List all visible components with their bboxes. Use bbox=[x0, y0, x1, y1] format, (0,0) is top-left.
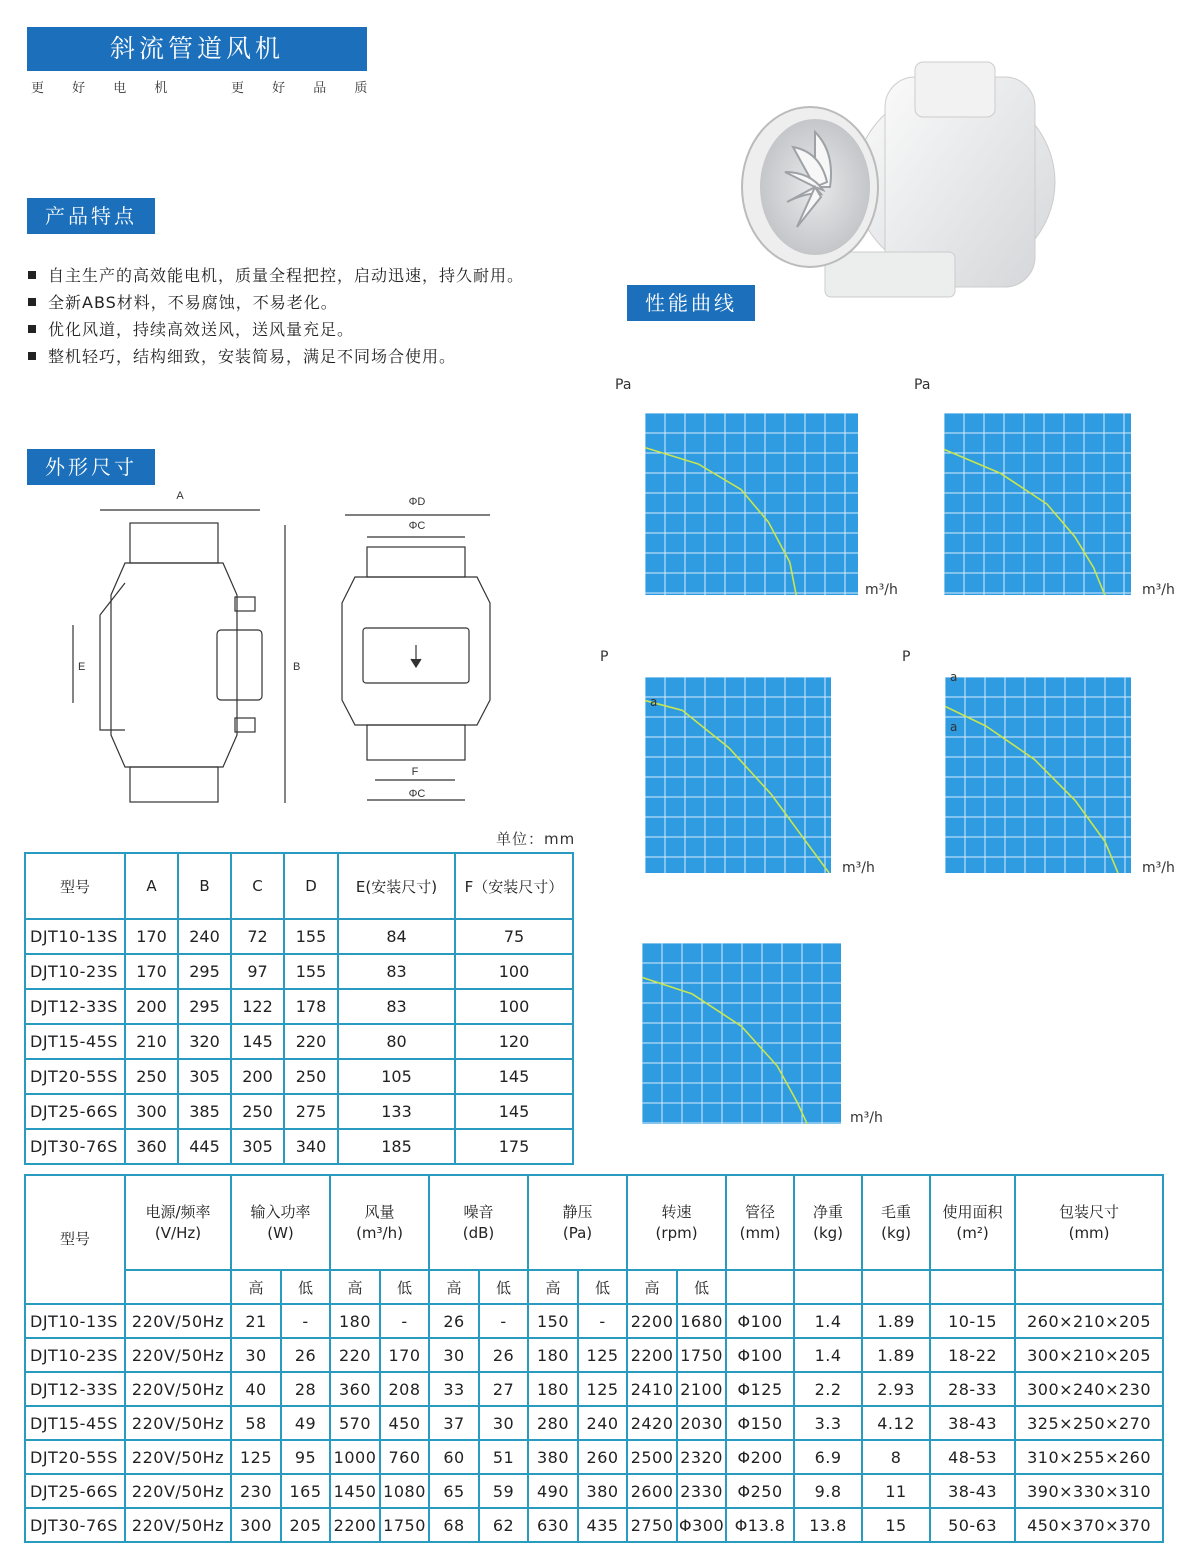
table-cell: 28 bbox=[281, 1372, 330, 1406]
column-header: 毛重 (kg) bbox=[862, 1175, 930, 1270]
table-subheader-row bbox=[25, 1270, 1163, 1304]
table-row bbox=[25, 1372, 1163, 1406]
table-cell: 150 bbox=[528, 1304, 578, 1338]
column-header: 风量 (m³/h) bbox=[330, 1175, 429, 1270]
curve-mark-a: a bbox=[950, 670, 958, 684]
table-cell: 97 bbox=[231, 954, 284, 989]
table-cell: - bbox=[281, 1304, 330, 1338]
model-cell: DJT25-66S bbox=[25, 1094, 125, 1129]
table-cell: 133 bbox=[338, 1094, 455, 1129]
performance-curve-3 bbox=[645, 677, 831, 873]
table-cell: 27 bbox=[479, 1372, 528, 1406]
table-cell: 2330 bbox=[677, 1474, 726, 1508]
bullet-icon bbox=[28, 352, 36, 360]
table-cell: 205 bbox=[281, 1508, 330, 1542]
list-item: 整机轻巧，结构细致，安装简易，满足不同场合使用。 bbox=[28, 343, 608, 370]
column-subheader-low: 低 bbox=[380, 1270, 429, 1304]
table-cell: 210 bbox=[125, 1024, 178, 1059]
table-cell: 125 bbox=[578, 1372, 627, 1406]
table-cell: 3.3 bbox=[794, 1406, 862, 1440]
table-cell: 220 bbox=[330, 1338, 380, 1372]
table-cell: 100 bbox=[455, 954, 573, 989]
table-cell: 300×240×230 bbox=[1015, 1372, 1163, 1406]
table-cell: 37 bbox=[429, 1406, 479, 1440]
table-cell: 1080 bbox=[380, 1474, 429, 1508]
table-cell: - bbox=[479, 1304, 528, 1338]
table-cell: 62 bbox=[479, 1508, 528, 1542]
table-cell: 450 bbox=[380, 1406, 429, 1440]
table-cell: 2100 bbox=[677, 1372, 726, 1406]
table-cell: 1450 bbox=[330, 1474, 380, 1508]
bullet-icon bbox=[28, 325, 36, 333]
bullet-icon bbox=[28, 271, 36, 279]
table-cell: 28-33 bbox=[930, 1372, 1015, 1406]
table-cell: 72 bbox=[231, 919, 284, 954]
dim-label-c: ΦC bbox=[408, 520, 426, 532]
table-cell: 220V/50Hz bbox=[125, 1372, 231, 1406]
table-cell: 300×210×205 bbox=[1015, 1338, 1163, 1372]
table-cell: 325×250×270 bbox=[1015, 1406, 1163, 1440]
column-header: 转速 (rpm) bbox=[627, 1175, 726, 1270]
table-cell: 11 bbox=[862, 1474, 930, 1508]
column-header: 电源/频率 (V/Hz) bbox=[125, 1175, 231, 1270]
table-cell: 208 bbox=[380, 1372, 429, 1406]
table-cell: 240 bbox=[578, 1406, 627, 1440]
table-cell: 450×370×370 bbox=[1015, 1508, 1163, 1542]
table-cell: 760 bbox=[380, 1440, 429, 1474]
column-header: 噪音 (dB) bbox=[429, 1175, 528, 1270]
table-cell: 2200 bbox=[330, 1508, 380, 1542]
table-cell: 30 bbox=[231, 1338, 281, 1372]
table-cell: 1680 bbox=[677, 1304, 726, 1338]
table-cell: 305 bbox=[178, 1059, 231, 1094]
column-header: 包装尺寸 (mm) bbox=[1015, 1175, 1163, 1270]
chart-background bbox=[945, 677, 1131, 873]
table-cell: 21 bbox=[231, 1304, 281, 1338]
table-cell: Φ200 bbox=[726, 1440, 794, 1474]
table-header-row bbox=[25, 853, 573, 919]
model-cell: DJT20-55S bbox=[25, 1059, 125, 1094]
curves-heading: 性能曲线 bbox=[627, 285, 755, 321]
table-cell: 59 bbox=[479, 1474, 528, 1508]
table-cell: 145 bbox=[231, 1024, 284, 1059]
table-cell: 1.4 bbox=[794, 1304, 862, 1338]
table-cell: 240 bbox=[178, 919, 231, 954]
table-cell: 320 bbox=[178, 1024, 231, 1059]
curve-mark-a: a bbox=[950, 720, 958, 734]
column-header: B bbox=[178, 853, 231, 919]
dim-label-c2: ΦC bbox=[408, 788, 426, 800]
table-cell: 230 bbox=[231, 1474, 281, 1508]
table-cell: 2500 bbox=[627, 1440, 677, 1474]
table-row bbox=[25, 1024, 573, 1059]
x-axis-label: m³/h bbox=[865, 582, 898, 598]
table-cell: 38-43 bbox=[930, 1474, 1015, 1508]
table-cell: 220V/50Hz bbox=[125, 1304, 231, 1338]
column-header: A bbox=[125, 853, 178, 919]
table-cell: 26 bbox=[429, 1304, 479, 1338]
features-list bbox=[28, 262, 608, 370]
table-cell: 380 bbox=[528, 1440, 578, 1474]
table-cell: 490 bbox=[528, 1474, 578, 1508]
table-cell: 220V/50Hz bbox=[125, 1440, 231, 1474]
table-cell: 1750 bbox=[677, 1338, 726, 1372]
table-cell: 80 bbox=[338, 1024, 455, 1059]
table-cell: 250 bbox=[231, 1094, 284, 1129]
table-cell: 10-15 bbox=[930, 1304, 1015, 1338]
column-header: 输入功率 (W) bbox=[231, 1175, 330, 1270]
table-header-row bbox=[25, 1175, 1163, 1270]
table-cell: 84 bbox=[338, 919, 455, 954]
table-cell: 100 bbox=[455, 989, 573, 1024]
table-cell: 2600 bbox=[627, 1474, 677, 1508]
table-cell: 630 bbox=[528, 1508, 578, 1542]
table-row bbox=[25, 1059, 573, 1094]
table-cell: 180 bbox=[528, 1338, 578, 1372]
table-cell: Φ13.8 bbox=[726, 1508, 794, 1542]
slogan-left: 更 好 电 机 bbox=[31, 81, 168, 96]
table-row bbox=[25, 1304, 1163, 1338]
table-cell: Φ125 bbox=[726, 1372, 794, 1406]
column-subheader-low: 低 bbox=[677, 1270, 726, 1304]
table-cell: 360 bbox=[330, 1372, 380, 1406]
table-cell: 30 bbox=[479, 1406, 528, 1440]
x-axis-label: m³/h bbox=[842, 860, 875, 876]
table-cell: 2030 bbox=[677, 1406, 726, 1440]
model-cell: DJT20-55S bbox=[25, 1440, 125, 1474]
dimension-table bbox=[24, 852, 574, 1165]
table-row bbox=[25, 1406, 1163, 1440]
table-cell: 2200 bbox=[627, 1304, 677, 1338]
table-cell: 120 bbox=[455, 1024, 573, 1059]
model-cell: DJT30-76S bbox=[25, 1508, 125, 1542]
table-cell: 2.93 bbox=[862, 1372, 930, 1406]
column-header: 使用面积 (m²) bbox=[930, 1175, 1015, 1270]
table-cell: 250 bbox=[284, 1059, 338, 1094]
table-cell: 75 bbox=[455, 919, 573, 954]
column-subheader-high: 高 bbox=[330, 1270, 380, 1304]
table-cell: 170 bbox=[125, 954, 178, 989]
model-cell: DJT10-23S bbox=[25, 1338, 125, 1372]
table-cell: 155 bbox=[284, 954, 338, 989]
table-cell: 65 bbox=[429, 1474, 479, 1508]
table-cell: 2750 bbox=[627, 1508, 677, 1542]
column-subheader-high: 高 bbox=[627, 1270, 677, 1304]
table-cell: 1750 bbox=[380, 1508, 429, 1542]
table-cell: 170 bbox=[380, 1338, 429, 1372]
dim-label-b: B bbox=[293, 661, 301, 673]
table-cell: 51 bbox=[479, 1440, 528, 1474]
table-cell: 48-53 bbox=[930, 1440, 1015, 1474]
table-cell: 220V/50Hz bbox=[125, 1338, 231, 1372]
table-cell: 2410 bbox=[627, 1372, 677, 1406]
table-cell: 60 bbox=[429, 1440, 479, 1474]
table-cell: 50-63 bbox=[930, 1508, 1015, 1542]
table-cell: 1.89 bbox=[862, 1304, 930, 1338]
table-cell: 170 bbox=[125, 919, 178, 954]
column-subheader-low: 低 bbox=[479, 1270, 528, 1304]
column-subheader-high: 高 bbox=[429, 1270, 479, 1304]
spec-table bbox=[24, 1174, 1164, 1543]
table-cell: 360 bbox=[125, 1129, 178, 1164]
model-cell: DJT10-13S bbox=[25, 919, 125, 954]
column-subheader-low: 低 bbox=[578, 1270, 627, 1304]
list-item: 全新ABS材料，不易腐蚀，不易老化。 bbox=[28, 289, 608, 316]
column-subheader-high: 高 bbox=[231, 1270, 281, 1304]
x-axis-label: m³/h bbox=[1142, 582, 1175, 598]
table-cell: - bbox=[578, 1304, 627, 1338]
fan-product-image bbox=[735, 22, 1080, 312]
table-cell: 220V/50Hz bbox=[125, 1508, 231, 1542]
table-cell: 260×210×205 bbox=[1015, 1304, 1163, 1338]
table-cell: 295 bbox=[178, 954, 231, 989]
model-cell: DJT12-33S bbox=[25, 989, 125, 1024]
table-cell: 310×255×260 bbox=[1015, 1440, 1163, 1474]
table-cell: 9.8 bbox=[794, 1474, 862, 1508]
table-cell: 122 bbox=[231, 989, 284, 1024]
x-axis-label: m³/h bbox=[850, 1110, 883, 1126]
dim-label-e: E bbox=[78, 661, 86, 673]
table-cell: 220V/50Hz bbox=[125, 1406, 231, 1440]
model-cell: DJT30-76S bbox=[25, 1129, 125, 1164]
model-cell: DJT10-13S bbox=[25, 1304, 125, 1338]
table-cell: 185 bbox=[338, 1129, 455, 1164]
table-cell: 26 bbox=[281, 1338, 330, 1372]
table-cell: 380 bbox=[578, 1474, 627, 1508]
column-header: 型号 bbox=[25, 1175, 125, 1304]
model-cell: DJT25-66S bbox=[25, 1474, 125, 1508]
table-cell: 145 bbox=[455, 1059, 573, 1094]
table-cell: 18-22 bbox=[930, 1338, 1015, 1372]
table-cell: 175 bbox=[455, 1129, 573, 1164]
y-axis-label: P bbox=[902, 649, 911, 665]
table-cell: 435 bbox=[578, 1508, 627, 1542]
table-cell: 38-43 bbox=[930, 1406, 1015, 1440]
list-item: 自主生产的高效能电机，质量全程把控，启动迅速，持久耐用。 bbox=[28, 262, 608, 289]
table-cell: 2320 bbox=[677, 1440, 726, 1474]
column-header: D bbox=[284, 853, 338, 919]
performance-curve-4 bbox=[945, 677, 1131, 873]
table-cell: 340 bbox=[284, 1129, 338, 1164]
table-cell: 260 bbox=[578, 1440, 627, 1474]
model-cell: DJT15-45S bbox=[25, 1024, 125, 1059]
y-axis-label: Pa bbox=[615, 377, 632, 393]
table-cell: 178 bbox=[284, 989, 338, 1024]
table-cell: 570 bbox=[330, 1406, 380, 1440]
list-item: 优化风道，持续高效送风，送风量充足。 bbox=[28, 316, 608, 343]
table-cell: 390×330×310 bbox=[1015, 1474, 1163, 1508]
table-cell: 33 bbox=[429, 1372, 479, 1406]
table-cell: 95 bbox=[281, 1440, 330, 1474]
y-axis-label: P bbox=[600, 649, 609, 665]
table-cell: 105 bbox=[338, 1059, 455, 1094]
table-row bbox=[25, 1508, 1163, 1542]
chart-background bbox=[944, 413, 1131, 595]
table-cell: Φ100 bbox=[726, 1338, 794, 1372]
unit-label: 单位：mm bbox=[496, 830, 576, 848]
column-header: 管径 (mm) bbox=[726, 1175, 794, 1270]
table-cell: 4.12 bbox=[862, 1406, 930, 1440]
slogan-right: 更 好 品 质 bbox=[231, 81, 368, 96]
table-cell: 15 bbox=[862, 1508, 930, 1542]
table-cell: 2200 bbox=[627, 1338, 677, 1372]
table-row bbox=[25, 919, 573, 954]
table-row bbox=[25, 1129, 573, 1164]
table-cell: 6.9 bbox=[794, 1440, 862, 1474]
table-cell: 275 bbox=[284, 1094, 338, 1129]
column-header: F（安装尺寸） bbox=[455, 853, 573, 919]
model-cell: DJT10-23S bbox=[25, 954, 125, 989]
table-cell: 385 bbox=[178, 1094, 231, 1129]
table-cell: 2420 bbox=[627, 1406, 677, 1440]
table-cell: 200 bbox=[231, 1059, 284, 1094]
table-row bbox=[25, 954, 573, 989]
table-row bbox=[25, 1440, 1163, 1474]
column-header: C bbox=[231, 853, 284, 919]
table-cell: Φ150 bbox=[726, 1406, 794, 1440]
page-title: 斜流管道风机 bbox=[27, 27, 367, 71]
table-cell: 200 bbox=[125, 989, 178, 1024]
table-cell: 49 bbox=[281, 1406, 330, 1440]
column-subheader-low: 低 bbox=[281, 1270, 330, 1304]
table-cell: Φ300 bbox=[677, 1508, 726, 1542]
table-cell: 8 bbox=[862, 1440, 930, 1474]
table-cell: 300 bbox=[231, 1508, 281, 1542]
table-cell: 30 bbox=[429, 1338, 479, 1372]
table-cell: - bbox=[380, 1304, 429, 1338]
table-cell: 13.8 bbox=[794, 1508, 862, 1542]
table-cell: 305 bbox=[231, 1129, 284, 1164]
curve-mark-a: a bbox=[650, 695, 658, 709]
table-cell: 295 bbox=[178, 989, 231, 1024]
table-cell: 83 bbox=[338, 954, 455, 989]
table-cell: 40 bbox=[231, 1372, 281, 1406]
column-subheader-high: 高 bbox=[528, 1270, 578, 1304]
table-cell: 68 bbox=[429, 1508, 479, 1542]
table-cell: 1.4 bbox=[794, 1338, 862, 1372]
table-cell: 83 bbox=[338, 989, 455, 1024]
table-row bbox=[25, 1094, 573, 1129]
table-row bbox=[25, 989, 573, 1024]
table-cell: 1.89 bbox=[862, 1338, 930, 1372]
model-cell: DJT12-33S bbox=[25, 1372, 125, 1406]
table-cell: 58 bbox=[231, 1406, 281, 1440]
dim-label-f: F bbox=[411, 766, 419, 778]
chart-background bbox=[645, 413, 858, 595]
table-cell: 145 bbox=[455, 1094, 573, 1129]
dimensions-heading: 外形尺寸 bbox=[27, 449, 155, 485]
table-cell: 220V/50Hz bbox=[125, 1474, 231, 1508]
dimension-drawing bbox=[45, 485, 575, 815]
performance-curve-1 bbox=[645, 413, 858, 595]
table-cell: 155 bbox=[284, 919, 338, 954]
dim-label-d: ΦD bbox=[408, 496, 426, 508]
dim-label-a: A bbox=[176, 490, 184, 502]
table-cell: 180 bbox=[528, 1372, 578, 1406]
chart-background bbox=[645, 677, 831, 873]
table-cell: 1000 bbox=[330, 1440, 380, 1474]
column-header: 静压 (Pa) bbox=[528, 1175, 627, 1270]
table-cell: 125 bbox=[231, 1440, 281, 1474]
y-axis-label: Pa bbox=[914, 377, 931, 393]
table-cell: 250 bbox=[125, 1059, 178, 1094]
performance-curve-5 bbox=[642, 943, 841, 1124]
features-heading: 产品特点 bbox=[27, 198, 155, 234]
table-cell: 220 bbox=[284, 1024, 338, 1059]
table-cell: 2.2 bbox=[794, 1372, 862, 1406]
bullet-icon bbox=[28, 298, 36, 306]
table-cell: 445 bbox=[178, 1129, 231, 1164]
table-cell: 300 bbox=[125, 1094, 178, 1129]
x-axis-label: m³/h bbox=[1142, 860, 1175, 876]
table-row bbox=[25, 1338, 1163, 1372]
table-cell: 180 bbox=[330, 1304, 380, 1338]
table-cell: Φ100 bbox=[726, 1304, 794, 1338]
column-header: 型号 bbox=[25, 853, 125, 919]
column-header: E(安装尺寸) bbox=[338, 853, 455, 919]
table-cell: 26 bbox=[479, 1338, 528, 1372]
performance-curve-2 bbox=[944, 413, 1131, 595]
model-cell: DJT15-45S bbox=[25, 1406, 125, 1440]
table-cell: 280 bbox=[528, 1406, 578, 1440]
column-header: 净重 (kg) bbox=[794, 1175, 862, 1270]
table-row bbox=[25, 1474, 1163, 1508]
table-cell: 125 bbox=[578, 1338, 627, 1372]
table-cell: 165 bbox=[281, 1474, 330, 1508]
table-cell: Φ250 bbox=[726, 1474, 794, 1508]
